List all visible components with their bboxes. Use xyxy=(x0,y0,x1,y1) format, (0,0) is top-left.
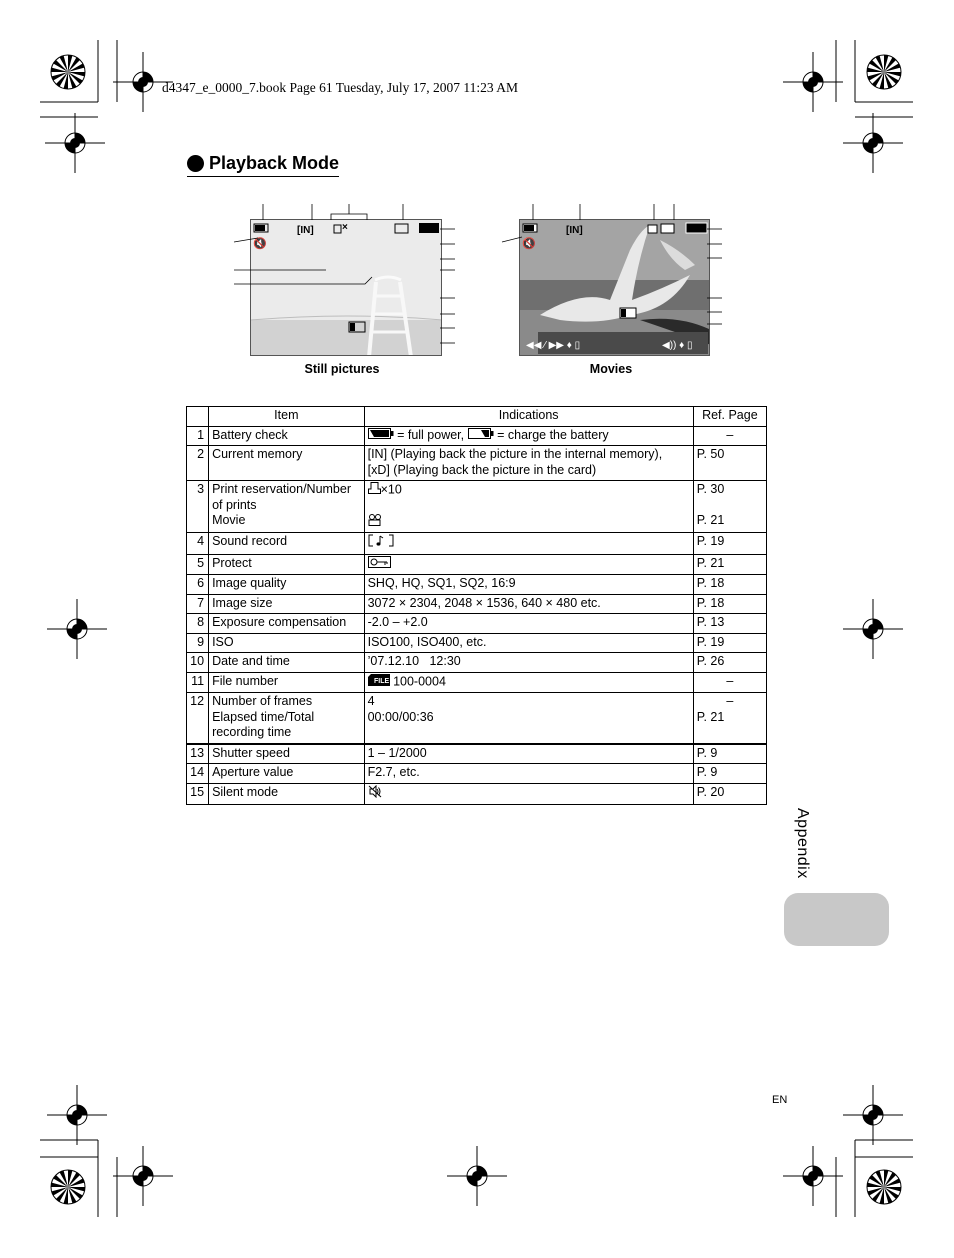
row-indication xyxy=(364,446,693,481)
still-print-count: × xyxy=(342,222,348,233)
row-indication xyxy=(364,672,693,693)
table-row xyxy=(187,533,767,555)
row-ref: P. 9 xyxy=(693,764,766,784)
still-caption: Still pictures xyxy=(304,362,380,376)
svg-text:FILE: FILE xyxy=(373,677,389,685)
row-number: 5 xyxy=(187,554,209,575)
battery-full-text: = full power, xyxy=(397,427,465,442)
row-ref: P. 26 xyxy=(693,653,766,673)
section-heading xyxy=(187,153,339,177)
header-num xyxy=(187,407,209,427)
row-item: Shutter speed xyxy=(209,744,365,764)
svg-text:🔇: 🔇 xyxy=(522,238,536,250)
item-line: Print reservation/Number xyxy=(212,482,352,497)
book-header-line: d4347_e_0000_7.book Page 61 Tuesday, July 17, 2007 11:23 AM xyxy=(162,80,519,95)
svg-text:🔇: 🔇 xyxy=(253,238,267,250)
row-indication xyxy=(364,533,693,555)
appendix-side-label: Appendix xyxy=(794,808,811,879)
header-item: Item xyxy=(209,407,365,427)
header-indications: Indications xyxy=(364,407,693,427)
item-line: Elapsed time/Total xyxy=(212,709,315,724)
indication-line: 4 xyxy=(367,694,375,709)
row-indication xyxy=(364,554,693,575)
table-header-row xyxy=(187,407,767,427)
row-ref: P. 50 xyxy=(693,446,766,481)
row-ref: P. 30 xyxy=(696,482,725,497)
indications-table xyxy=(186,406,767,805)
svg-text:◀)) ♦ ▯: ◀)) ♦ ▯ xyxy=(662,340,693,351)
row-item: Current memory xyxy=(209,446,365,481)
row-item: Silent mode xyxy=(209,783,365,805)
print-icon xyxy=(368,482,381,499)
bullet-icon xyxy=(187,155,204,172)
row-indication xyxy=(364,481,693,533)
file-number: 100-0004 xyxy=(393,674,446,689)
row-item: Image size xyxy=(209,594,365,614)
language-code: EN xyxy=(772,1094,788,1106)
row-item: Exposure compensation xyxy=(209,614,365,634)
row-number: 4 xyxy=(187,533,209,555)
row-number: 15 xyxy=(187,783,209,805)
row-ref: – xyxy=(726,694,734,709)
row-number: 3 xyxy=(187,481,209,533)
row-item: ISO xyxy=(209,633,365,653)
row-number: 12 xyxy=(187,693,209,744)
table-row xyxy=(187,554,767,575)
row-number: 9 xyxy=(187,633,209,653)
indication-line: [xD] (Playing back the picture in the card) xyxy=(367,462,597,477)
row-number: 14 xyxy=(187,764,209,784)
table-row xyxy=(187,426,767,446)
row-ref: P. 19 xyxy=(693,633,766,653)
table-row xyxy=(187,446,767,481)
row-item: Sound record xyxy=(209,533,365,555)
row-indication: 1 – 1/2000 xyxy=(364,744,693,764)
table-row xyxy=(187,693,767,744)
table-row xyxy=(187,764,767,784)
row-number: 6 xyxy=(187,575,209,595)
item-line: Movie xyxy=(212,513,246,528)
row-number: 11 xyxy=(187,672,209,693)
row-item: Battery check xyxy=(209,426,365,446)
row-indication: SHQ, HQ, SQ1, SQ2, 16:9 xyxy=(364,575,693,595)
row-ref: P. 21 xyxy=(696,512,725,527)
row-ref: P. 21 xyxy=(696,709,725,724)
movie-callouts xyxy=(500,200,730,360)
header-ref-page: Ref. Page xyxy=(693,407,766,427)
row-indication: -2.0 – +2.0 xyxy=(364,614,693,634)
row-ref: P. 20 xyxy=(693,783,766,805)
row-ref: P. 13 xyxy=(693,614,766,634)
print-count: ×10 xyxy=(380,482,402,497)
row-ref: P. 18 xyxy=(693,594,766,614)
table-row xyxy=(187,614,767,634)
movie-icon xyxy=(368,514,382,531)
row-indication: 3072 × 2304, 2048 × 1536, 640 × 480 etc. xyxy=(364,594,693,614)
row-ref: P. 18 xyxy=(693,575,766,595)
row-number: 10 xyxy=(187,653,209,673)
row-number: 7 xyxy=(187,594,209,614)
row-indication xyxy=(364,426,693,446)
row-number: 1 xyxy=(187,426,209,446)
table-row xyxy=(187,672,767,693)
row-number: 13 xyxy=(187,744,209,764)
still-callouts xyxy=(230,200,460,360)
row-indication xyxy=(364,693,693,744)
row-ref: – xyxy=(726,673,734,688)
svg-text:◀◀ ⁄ ▶▶ ♦ ▯: ◀◀ ⁄ ▶▶ ♦ ▯ xyxy=(526,340,581,351)
row-ref: P. 21 xyxy=(693,554,766,575)
row-item: Image quality xyxy=(209,575,365,595)
table-row xyxy=(187,481,767,533)
table-row xyxy=(187,653,767,673)
file-icon xyxy=(368,674,390,691)
sound-record-icon xyxy=(368,534,394,552)
item-line: recording time xyxy=(212,725,292,740)
row-ref: – xyxy=(726,427,734,442)
table-row xyxy=(187,575,767,595)
row-item: Protect xyxy=(209,554,365,575)
battery-low-text: = charge the battery xyxy=(497,427,609,442)
indication-line: 00:00/00:36 xyxy=(367,709,434,724)
appendix-tab xyxy=(784,893,889,946)
silent-mode-icon xyxy=(368,785,382,803)
section-title: Playback Mode xyxy=(209,153,340,173)
table-row xyxy=(187,783,767,805)
table-row xyxy=(187,744,767,764)
row-ref: P. 9 xyxy=(693,744,766,764)
movie-caption: Movies xyxy=(589,362,633,376)
row-indication: F2.7, etc. xyxy=(364,764,693,784)
row-ref: P. 19 xyxy=(693,533,766,555)
indication-line: [IN] (Playing back the picture in the internal memory), xyxy=(367,447,663,462)
row-item xyxy=(209,693,365,744)
battery-low-icon xyxy=(468,428,494,444)
item-line: of prints xyxy=(212,497,257,512)
row-item: File number xyxy=(209,672,365,693)
row-item: Date and time xyxy=(209,653,365,673)
svg-text:[IN]: [IN] xyxy=(566,225,583,236)
table-row xyxy=(187,594,767,614)
row-indication: ISO100, ISO400, etc. xyxy=(364,633,693,653)
svg-text:[IN]: [IN] xyxy=(297,225,314,236)
table-row xyxy=(187,633,767,653)
row-item xyxy=(209,481,365,533)
row-number: 8 xyxy=(187,614,209,634)
row-indication xyxy=(364,783,693,805)
item-line: Number of frames xyxy=(212,694,313,709)
row-item: Aperture value xyxy=(209,764,365,784)
battery-full-icon xyxy=(368,428,394,444)
protect-key-icon xyxy=(368,556,391,573)
row-indication: ’07.12.10 12:30 xyxy=(364,653,693,673)
row-number: 2 xyxy=(187,446,209,481)
